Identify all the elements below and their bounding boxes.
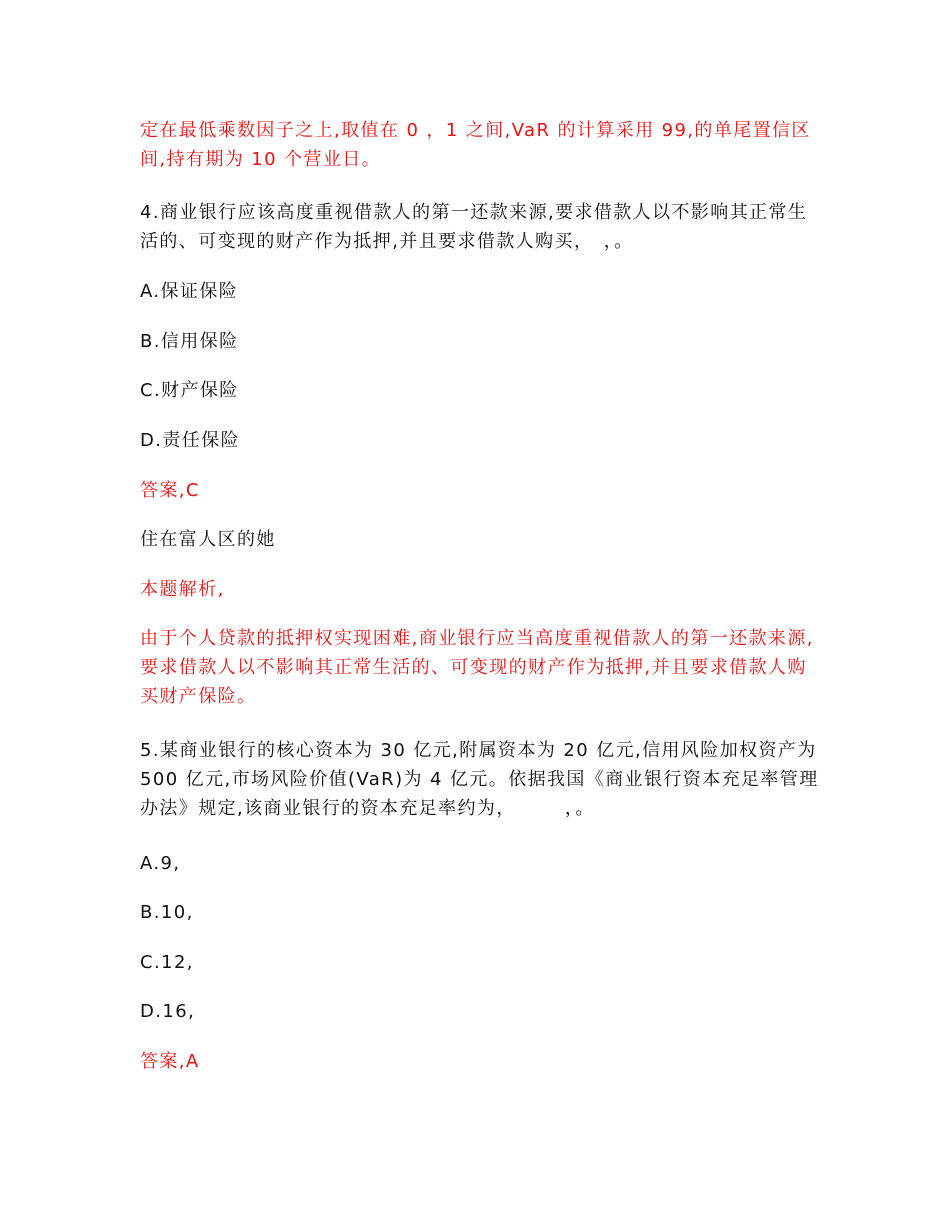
question-4-option-b: B.信用保险 xyxy=(140,331,239,352)
question-4-text: 4.商业银行应该高度重视借款人的第一还款来源,要求借款人以不影响其正常生活的、可变现的财产作为抵押,并且要求借款人购买， ，。 xyxy=(140,202,808,252)
question-5-option-b: B.10, xyxy=(140,902,194,923)
question-4-option-c: C.财产保险 xyxy=(140,380,239,401)
intro-paragraph: 定在最低乘数因子之上,取值在 0 ，1 之间,VaR 的计算采用 99,的单尾置信区间,持有期为 10 个营业日。 xyxy=(140,120,811,170)
question-5-option-d: D.16, xyxy=(140,1001,196,1022)
question-5-answer: 答案,A xyxy=(140,1051,200,1072)
question-5-text: 5.某商业银行的核心资本为 30 亿元,附属资本为 20 亿元,信用风险加权资产为 500 亿元,市场风险价值(VaR)为 4 亿元。依据我国《商业银行资本充足率管理办法》规定,该商业银行的资本充足率约为， ，。 xyxy=(140,740,824,819)
question-4-option-d: D.责任保险 xyxy=(140,430,240,451)
question-4-answer: 答案,C xyxy=(140,480,200,501)
question-4-option-a: A.保证保险 xyxy=(140,281,239,302)
filler-text: 住在富人区的她 xyxy=(140,529,276,550)
question-5-option-c: C.12, xyxy=(140,952,194,973)
question-4-analysis: 由于个人贷款的抵押权实现困难,商业银行应当高度重视借款人的第一还款来源,要求借款人以不影响其正常生活的、可变现的财产作为抵押,并且要求借款人购买财产保险。 xyxy=(140,628,814,707)
question-5-option-a: A.9, xyxy=(140,853,181,874)
question-4-analysis-title: 本题解析, xyxy=(140,579,225,600)
